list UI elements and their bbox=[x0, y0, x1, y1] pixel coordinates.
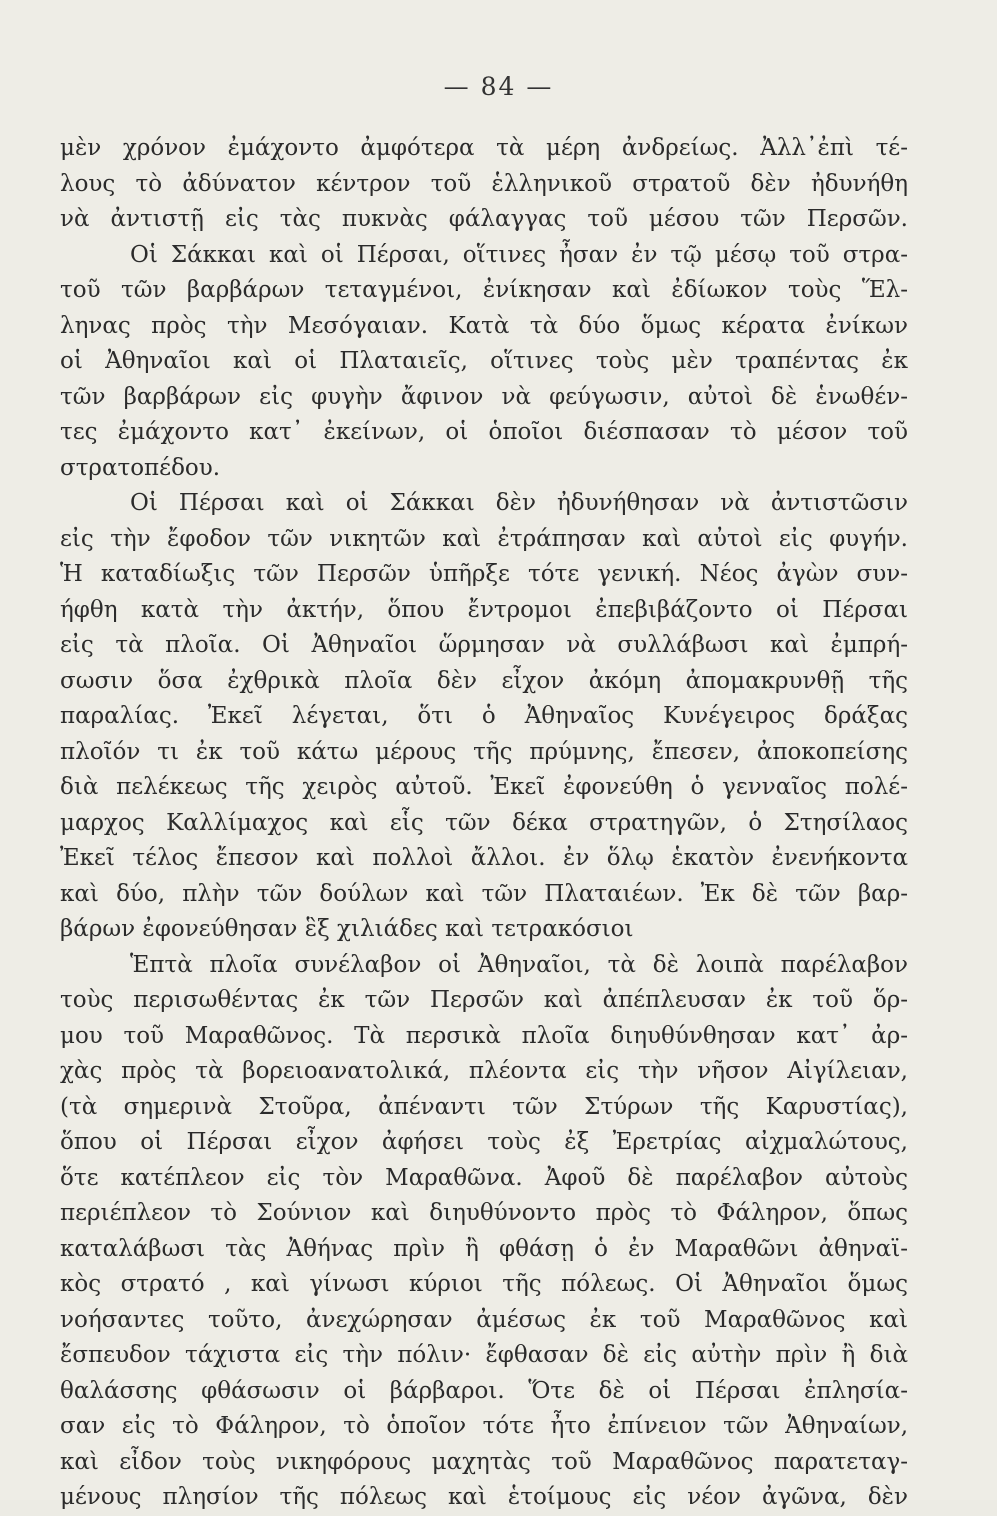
text-line: ληνας πρὸς τὴν Μεσόγαιαν. Κατὰ τὰ δύο ὅμως κέρατα ἐνίκων bbox=[60, 312, 908, 339]
text-line: σαν εἰς τὸ Φάληρον, τὸ ὁποῖον τότε ἦτο ἐπίνειον τῶν Ἀθηναίων, bbox=[60, 1413, 908, 1439]
text-line: καὶ εἶδον τοὺς νικηφόρους μαχητὰς τοῦ Μαραθῶνος παρατεταγ- bbox=[60, 1448, 908, 1475]
text-line: χὰς πρὸς τὰ βορειοανατολικά, πλέοντα εἰς τὴν νῆσον Αἰγίλειαν, bbox=[60, 1058, 908, 1084]
text-line: νοήσαντες τοῦτο, ἀνεχώρησαν ἀμέσως ἐκ τοῦ Μαραθῶνος καὶ bbox=[60, 1306, 908, 1333]
text-line: ήφθη κατὰ τὴν ἀκτήν, ὅπου ἔντρομοι ἐπεβιβάζοντο οἱ Πέρσαι bbox=[60, 596, 908, 623]
body-text bbox=[60, 131, 908, 1516]
text-line: μαρχος Καλλίμαχος καὶ εἷς τῶν δέκα στρατηγῶν, ὁ Στησίλαος bbox=[60, 809, 908, 836]
text-line: νὰ ἀντιστῇ εἰς τὰς πυκνὰς φάλαγγας τοῦ μέσου τῶν Περσῶν. bbox=[60, 206, 908, 232]
text-line: κὸς στρατό , καὶ γίνωσι κύριοι τῆς πόλεως. Οἱ Ἀθηναῖοι ὅμως bbox=[60, 1271, 908, 1297]
text-line: (τὰ σημερινὰ Στοῦρα, ἀπέναντι τῶν Στύρων τῆς Καρυστίας), bbox=[60, 1093, 908, 1120]
text-line: Ἑπτὰ πλοῖα συνέλαβον οἱ Ἀθηναῖοι, τὰ δὲ λοιπὰ παρέλαβον bbox=[130, 951, 908, 978]
text-line: βάρων ἐφονεύθησαν ἓξ χιλιάδες καὶ τετρακόσιοι bbox=[60, 916, 634, 942]
text-line: τοὺς περισωθέντας ἐκ τῶν Περσῶν καὶ ἀπέπλευσαν ἐκ τοῦ ὅρ- bbox=[60, 987, 908, 1013]
text-line: Οἱ Σάκκαι καὶ οἱ Πέρσαι, οἵτινες ἦσαν ἐν τῷ μέσῳ τοῦ στρα- bbox=[130, 241, 908, 268]
text-line: Ἡ καταδίωξις τῶν Περσῶν ὑπῆρξε τότε γενική. Νέος ἀγὼν συν- bbox=[60, 561, 908, 587]
text-line: μου τοῦ Μαραθῶνος. Τὰ περσικὰ πλοῖα διηυθύνθησαν κατ᾽ ἀρ- bbox=[60, 1022, 908, 1049]
text-line: μένους πλησίον τῆς πόλεως καὶ ἑτοίμους εἰς νέον ἀγῶνα, δὲν bbox=[60, 1484, 908, 1510]
text-line: μὲν χρόνον ἐμάχοντο ἀμφότερα τὰ μέρη ἀνδρείως. Ἀλλ᾽ἐπὶ τέ- bbox=[60, 135, 908, 161]
text-line: θαλάσσης φθάσωσιν οἱ βάρβαροι. Ὅτε δὲ οἱ Πέρσαι ἐπλησία- bbox=[60, 1377, 908, 1404]
text-line: Ἐκεῖ τέλος ἔπεσον καὶ πολλοὶ ἄλλοι. ἐν ὅλῳ ἑκατὸν ἐνενήκοντα bbox=[60, 845, 908, 871]
text-line: τοῦ τῶν βαρβάρων τεταγμένοι, ἐνίκησαν καὶ ἐδίωκον τοὺς Ἕλ- bbox=[60, 277, 908, 303]
text-line: καταλάβωσι τὰς Ἀθήνας πρὶν ἢ φθάσῃ ὁ ἐν Μαραθῶνι ἀθηναϊ- bbox=[60, 1235, 908, 1262]
text-line: περιέπλεον τὸ Σούνιον καὶ διηυθύνοντο πρὸς τὸ Φάληρον, ὅπως bbox=[60, 1200, 908, 1226]
text-line: πλοῖόν τι ἐκ τοῦ κάτω μέρους τῆς πρύμνης, ἔπεσεν, ἀποκοπείσης bbox=[60, 738, 908, 765]
text-line: σωσιν ὅσα ἐχθρικὰ πλοῖα δὲν εἶχον ἀκόμη ἀπομακρυνθῇ τῆς bbox=[60, 667, 908, 694]
text-line: οἱ Ἀθηναῖοι καὶ οἱ Πλαταιεῖς, οἵτινες τοὺς μὲν τραπέντας ἐκ bbox=[60, 348, 908, 374]
text-line: λους τὸ ἀδύνατον κέντρον τοῦ ἑλληνικοῦ στρατοῦ δὲν ἠδυνήθη bbox=[60, 170, 908, 197]
text-line: διὰ πελέκεως τῆς χειρὸς αὐτοῦ. Ἐκεῖ ἐφονεύθη ὁ γενναῖος πολέ- bbox=[60, 774, 908, 800]
text-line: ὅπου οἱ Πέρσαι εἶχον ἀφήσει τοὺς ἐξ Ἐρετρίας αἰχμαλώτους, bbox=[60, 1129, 908, 1155]
text-line: καὶ δύο, πλὴν τῶν δούλων καὶ τῶν Πλαταιέων. Ἐκ δὲ τῶν βαρ- bbox=[60, 880, 908, 907]
text-line: τῶν βαρβάρων εἰς φυγὴν ἄφινον νὰ φεύγωσιν, αὐτοὶ δὲ ἑνωθέν- bbox=[60, 383, 908, 410]
text-line: ὅτε κατέπλεον εἰς τὸν Μαραθῶνα. Ἀφοῦ δὲ παρέλαβον αὐτοὺς bbox=[60, 1164, 908, 1191]
text-line: εἰς τὴν ἔφοδον τῶν νικητῶν καὶ ἐτράπησαν καὶ αὐτοὶ εἰς φυγήν. bbox=[60, 525, 908, 552]
text-line: εἰς τὰ πλοῖα. Οἱ Ἀθηναῖοι ὥρμησαν νὰ συλλάβωσι καὶ ἐμπρή- bbox=[60, 632, 908, 658]
text-line: ἔσπευδον τάχιστα εἰς τὴν πόλιν· ἔφθασαν δὲ εἰς αὐτὴν πρὶν ἢ διὰ bbox=[60, 1342, 908, 1368]
text-line: τες ἐμάχοντο κατ᾽ ἐκείνων, οἱ ὁποῖοι διέσπασαν τὸ μέσον τοῦ bbox=[60, 419, 908, 445]
text-line: παραλίας. Ἐκεῖ λέγεται, ὅτι ὁ Ἀθηναῖος Κυνέγειρος δράξας bbox=[60, 703, 908, 729]
text-line: στρατοπέδου. bbox=[60, 454, 221, 481]
text-line: Οἱ Πέρσαι καὶ οἱ Σάκκαι δὲν ἠδυνήθησαν νὰ ἀντιστῶσιν bbox=[130, 490, 908, 516]
page-number: — 84 — bbox=[443, 72, 554, 101]
